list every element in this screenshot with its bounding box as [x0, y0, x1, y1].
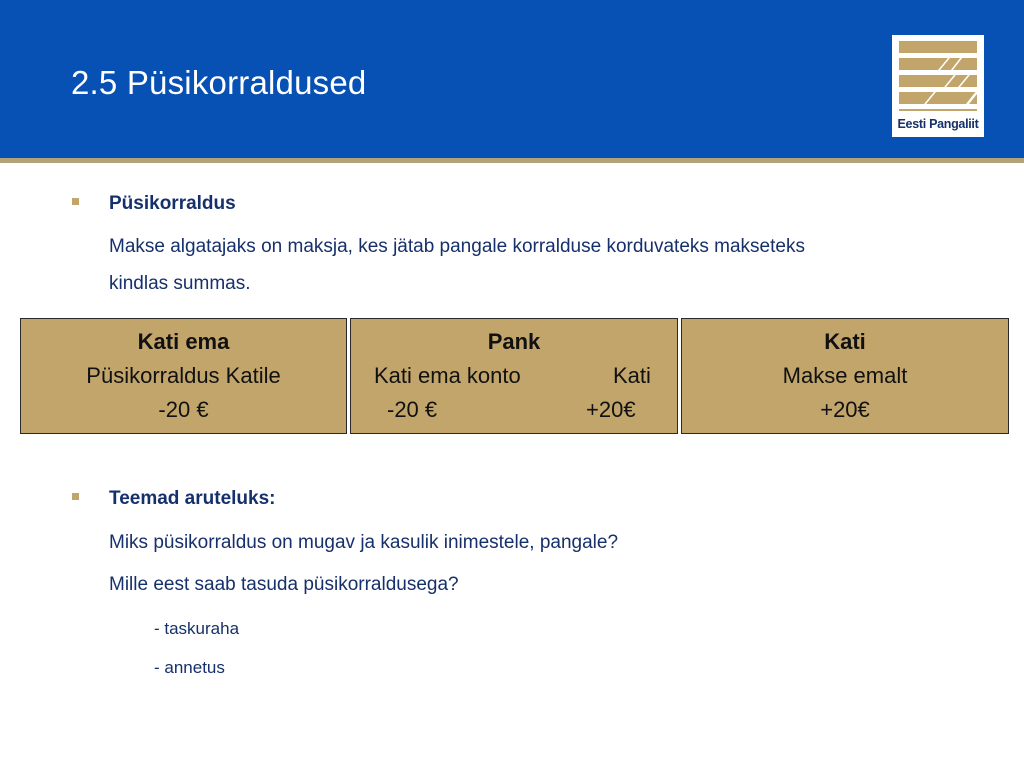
box-title: Kati [824, 329, 866, 354]
box-title: Pank [487, 329, 541, 354]
eesti-pangaliit-logo [892, 35, 984, 137]
section2-question1: Miks püsikorraldus on mugav ja kasulik inimestele, pangale? [109, 532, 619, 553]
box-line3: -20 € [158, 397, 209, 422]
box-kati [681, 318, 1009, 434]
box-pank [350, 318, 678, 434]
box-line2: Makse emalt [782, 363, 908, 388]
box-title: Kati ema [137, 329, 230, 354]
box-line2-right: Kati [613, 363, 651, 388]
bullet-square-icon [72, 198, 79, 205]
section1-heading: Püsikorraldus [109, 193, 236, 214]
list-item-taskuraha: - taskuraha [154, 619, 240, 638]
box-kati-ema [20, 318, 347, 434]
box-line3-right: +20€ [586, 397, 636, 422]
slide-title: 2.5 Püsikorraldused [71, 64, 367, 101]
section2-heading: Teemad aruteluks: [109, 488, 276, 509]
box-line3-left: -20 € [387, 397, 438, 422]
logo-text: Eesti Pangaliit [897, 117, 979, 131]
box-line2-left: Kati ema konto [374, 363, 521, 388]
list-item-annetus: - annetus [154, 658, 225, 677]
section1-body-line2: kindlas summas. [109, 273, 251, 294]
bullet-square-icon [72, 493, 79, 500]
box-line2: Püsikorraldus Katile [86, 363, 281, 388]
header-divider [0, 158, 1024, 163]
box-line3: +20€ [820, 397, 870, 422]
section2-question2: Mille eest saab tasuda püsikorraldusega? [109, 574, 459, 595]
section1-body-line1: Makse algatajaks on maksja, kes jätab pangale korralduse korduvateks makseteks [109, 236, 805, 257]
logo-emblem-icon [892, 35, 984, 117]
